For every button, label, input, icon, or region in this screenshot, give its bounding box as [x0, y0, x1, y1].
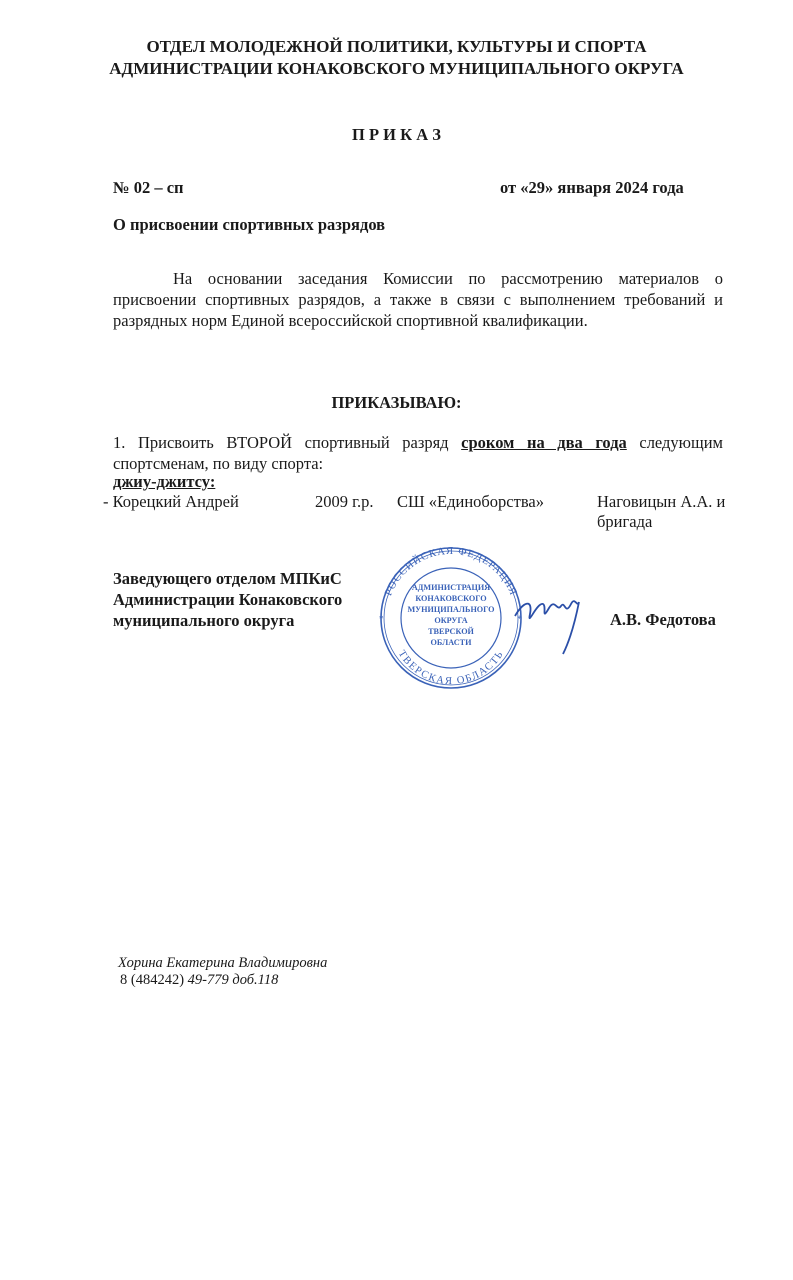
contact-name: Хорина Екатерина Владимировна: [118, 955, 328, 971]
header-line-1: ОТДЕЛ МОЛОДЕЖНОЙ ПОЛИТИКИ, КУЛЬТУРЫ И СПОРТА: [146, 37, 647, 56]
contact-phone: [120, 972, 278, 989]
svg-text:РОССИЙСКАЯ ФЕДЕРАЦИЯ: РОССИЙСКАЯ ФЕДЕРАЦИЯ: [383, 545, 519, 598]
svg-text:*: *: [517, 614, 522, 624]
phone-extension: 49-779 доб.118: [187, 972, 279, 988]
official-stamp: [365, 542, 605, 690]
athlete-coach: Наговицын А.А. и бригада: [597, 492, 726, 531]
svg-text:ТВЕРСКАЯ ОБЛАСТЬ: ТВЕРСКАЯ ОБЛАСТЬ: [395, 648, 507, 688]
position-line-1: Заведующего отделом МПКиС: [113, 569, 342, 588]
signatory-name: А.В. Федотова: [610, 610, 716, 629]
order-word: ПРИКАЗЫВАЮ:: [331, 393, 462, 412]
document-type: П Р И К А З: [352, 125, 441, 144]
stamp-inner-line: ТВЕРСКОЙ: [428, 627, 474, 636]
sport-name: джиу-джитсу:: [113, 472, 216, 491]
header-line-2: АДМИНИСТРАЦИИ КОНАКОВСКОГО МУНИЦИПАЛЬНОГО ОКРУГА: [109, 59, 684, 78]
stamp-inner-line: КОНАКОВСКОГО: [415, 594, 487, 603]
athlete-school: СШ «Единоборства»: [397, 492, 544, 511]
item-1-prefix: 1. Присвоить ВТОРОЙ спортивный разряд: [113, 433, 462, 452]
phone-prefix: 8 (484242): [120, 972, 188, 988]
item-1-emphasis: сроком на два года: [461, 433, 627, 452]
item-1: [113, 432, 723, 474]
stamp-inner-line: АДМИНИСТРАЦИЯ: [411, 583, 491, 592]
athlete-name: - Корецкий Андрей: [103, 492, 239, 511]
stamp-inner-line: ОБЛАСТИ: [430, 638, 472, 647]
stamp-inner-line: МУНИЦИПАЛЬНОГО: [407, 605, 495, 614]
document-number: № 02 – сп: [113, 178, 184, 197]
svg-text:*: *: [379, 614, 384, 624]
stamp-inner-line: ОКРУГА: [434, 616, 468, 625]
item-1-suffix: следующим спортсменам, по виду спорта:: [113, 433, 723, 473]
preamble: На основании заседания Комиссии по рассмотрению материалов о присвоении спортивных разрядов, а также в связи с выполнением требований и разрядных норм Единой всероссийской спортивной квалификации.: [113, 269, 723, 330]
position-line-3: муниципального округа: [113, 611, 295, 630]
athlete-birth: 2009 г.р.: [315, 492, 374, 511]
signatory-position: [113, 568, 342, 631]
position-line-2: Администрации Конаковского: [113, 590, 343, 609]
document-date: от «29» января 2024 года: [500, 178, 684, 197]
handwritten-signature: [515, 601, 579, 654]
document-subject: О присвоении спортивных разрядов: [113, 215, 386, 234]
